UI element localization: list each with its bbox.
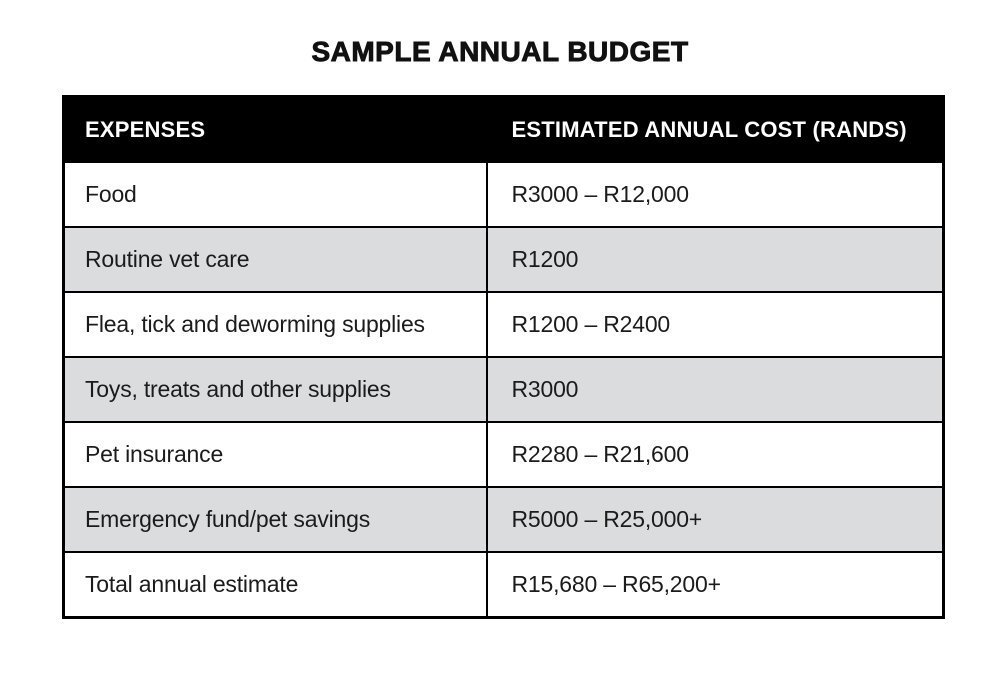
expense-cell: Pet insurance [64,422,487,487]
table-row [64,422,944,487]
table-row [64,227,944,292]
budget-table [62,95,945,619]
cost-cell: R15,680 – R65,200+ [487,552,944,618]
expense-cell: Total annual estimate [64,552,487,618]
table-header-row [64,97,944,163]
cost-cell: R2280 – R21,600 [487,422,944,487]
column-header-cost: ESTIMATED ANNUAL COST (RANDS) [487,97,944,163]
table-row [64,292,944,357]
cost-cell: R1200 – R2400 [487,292,944,357]
expense-cell: Emergency fund/pet savings [64,487,487,552]
column-header-expenses: EXPENSES [64,97,487,163]
cost-cell: R3000 [487,357,944,422]
table-row [64,357,944,422]
cost-cell: R5000 – R25,000+ [487,487,944,552]
table-row [64,552,944,618]
expense-cell: Flea, tick and deworming supplies [64,292,487,357]
table-row [64,162,944,227]
expense-cell: Toys, treats and other supplies [64,357,487,422]
expense-cell: Routine vet care [64,227,487,292]
expense-cell: Food [64,162,487,227]
cost-cell: R3000 – R12,000 [487,162,944,227]
page-title: SAMPLE ANNUAL BUDGET [311,36,689,67]
cost-cell: R1200 [487,227,944,292]
table-row [64,487,944,552]
